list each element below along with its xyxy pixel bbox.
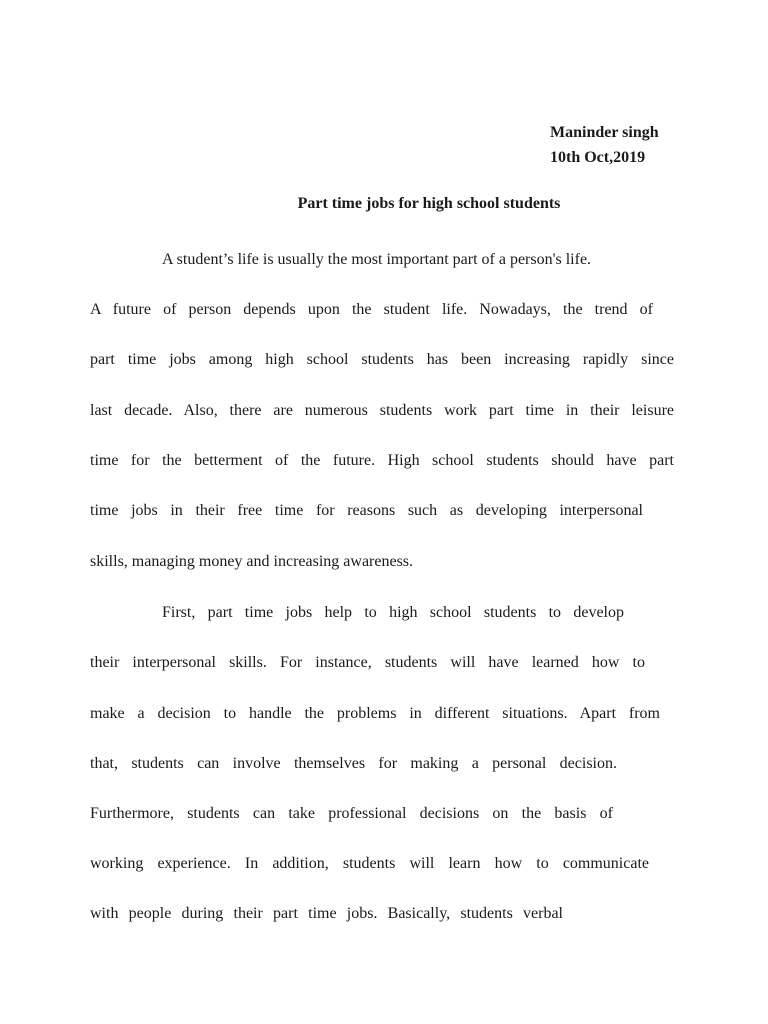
paragraph-2-line-2: their interpersonal skills. For instance, students will have learned how to xyxy=(90,654,645,671)
paragraph-1-line-4: last decade. Also, there are numerous students work part time in their leisure xyxy=(90,402,674,419)
essay-title: Part time jobs for high school students xyxy=(297,195,561,212)
paragraph-2-line-3: make a decision to handle the problems in different situations. Apart from xyxy=(90,705,660,722)
author-date-block xyxy=(550,120,659,170)
author-name: Maninder singh xyxy=(550,124,659,141)
paragraph-2-line-5: Furthermore, students can take professional decisions on the basis of xyxy=(90,805,613,822)
essay-date: 10th Oct,2019 xyxy=(550,149,646,166)
paragraph-1-line-6: time jobs in their free time for reasons such as developing interpersonal xyxy=(90,502,643,519)
paragraph-2-line-4: that, students can involve themselves for making a personal decision. xyxy=(90,755,617,772)
paragraph-2-line-7: with people during their part time jobs. Basically, students verbal xyxy=(90,905,563,922)
paragraph-1-line-7: skills, managing money and increasing awareness. xyxy=(90,553,414,570)
paragraph-1-line-2: A future of person depends upon the student life. Nowadays, the trend of xyxy=(90,301,653,318)
paragraph-1-line-1: A student’s life is usually the most important part of a person's life. xyxy=(162,251,592,268)
paragraph-1-line-5: time for the betterment of the future. High school students should have part xyxy=(90,452,674,469)
paragraph-2-line-1: First, part time jobs help to high school students to develop xyxy=(162,604,624,621)
paragraph-2-line-6: working experience. In addition, students will learn how to communicate xyxy=(90,855,649,872)
paragraph-1-line-3: part time jobs among high school students has been increasing rapidly since xyxy=(90,351,674,368)
